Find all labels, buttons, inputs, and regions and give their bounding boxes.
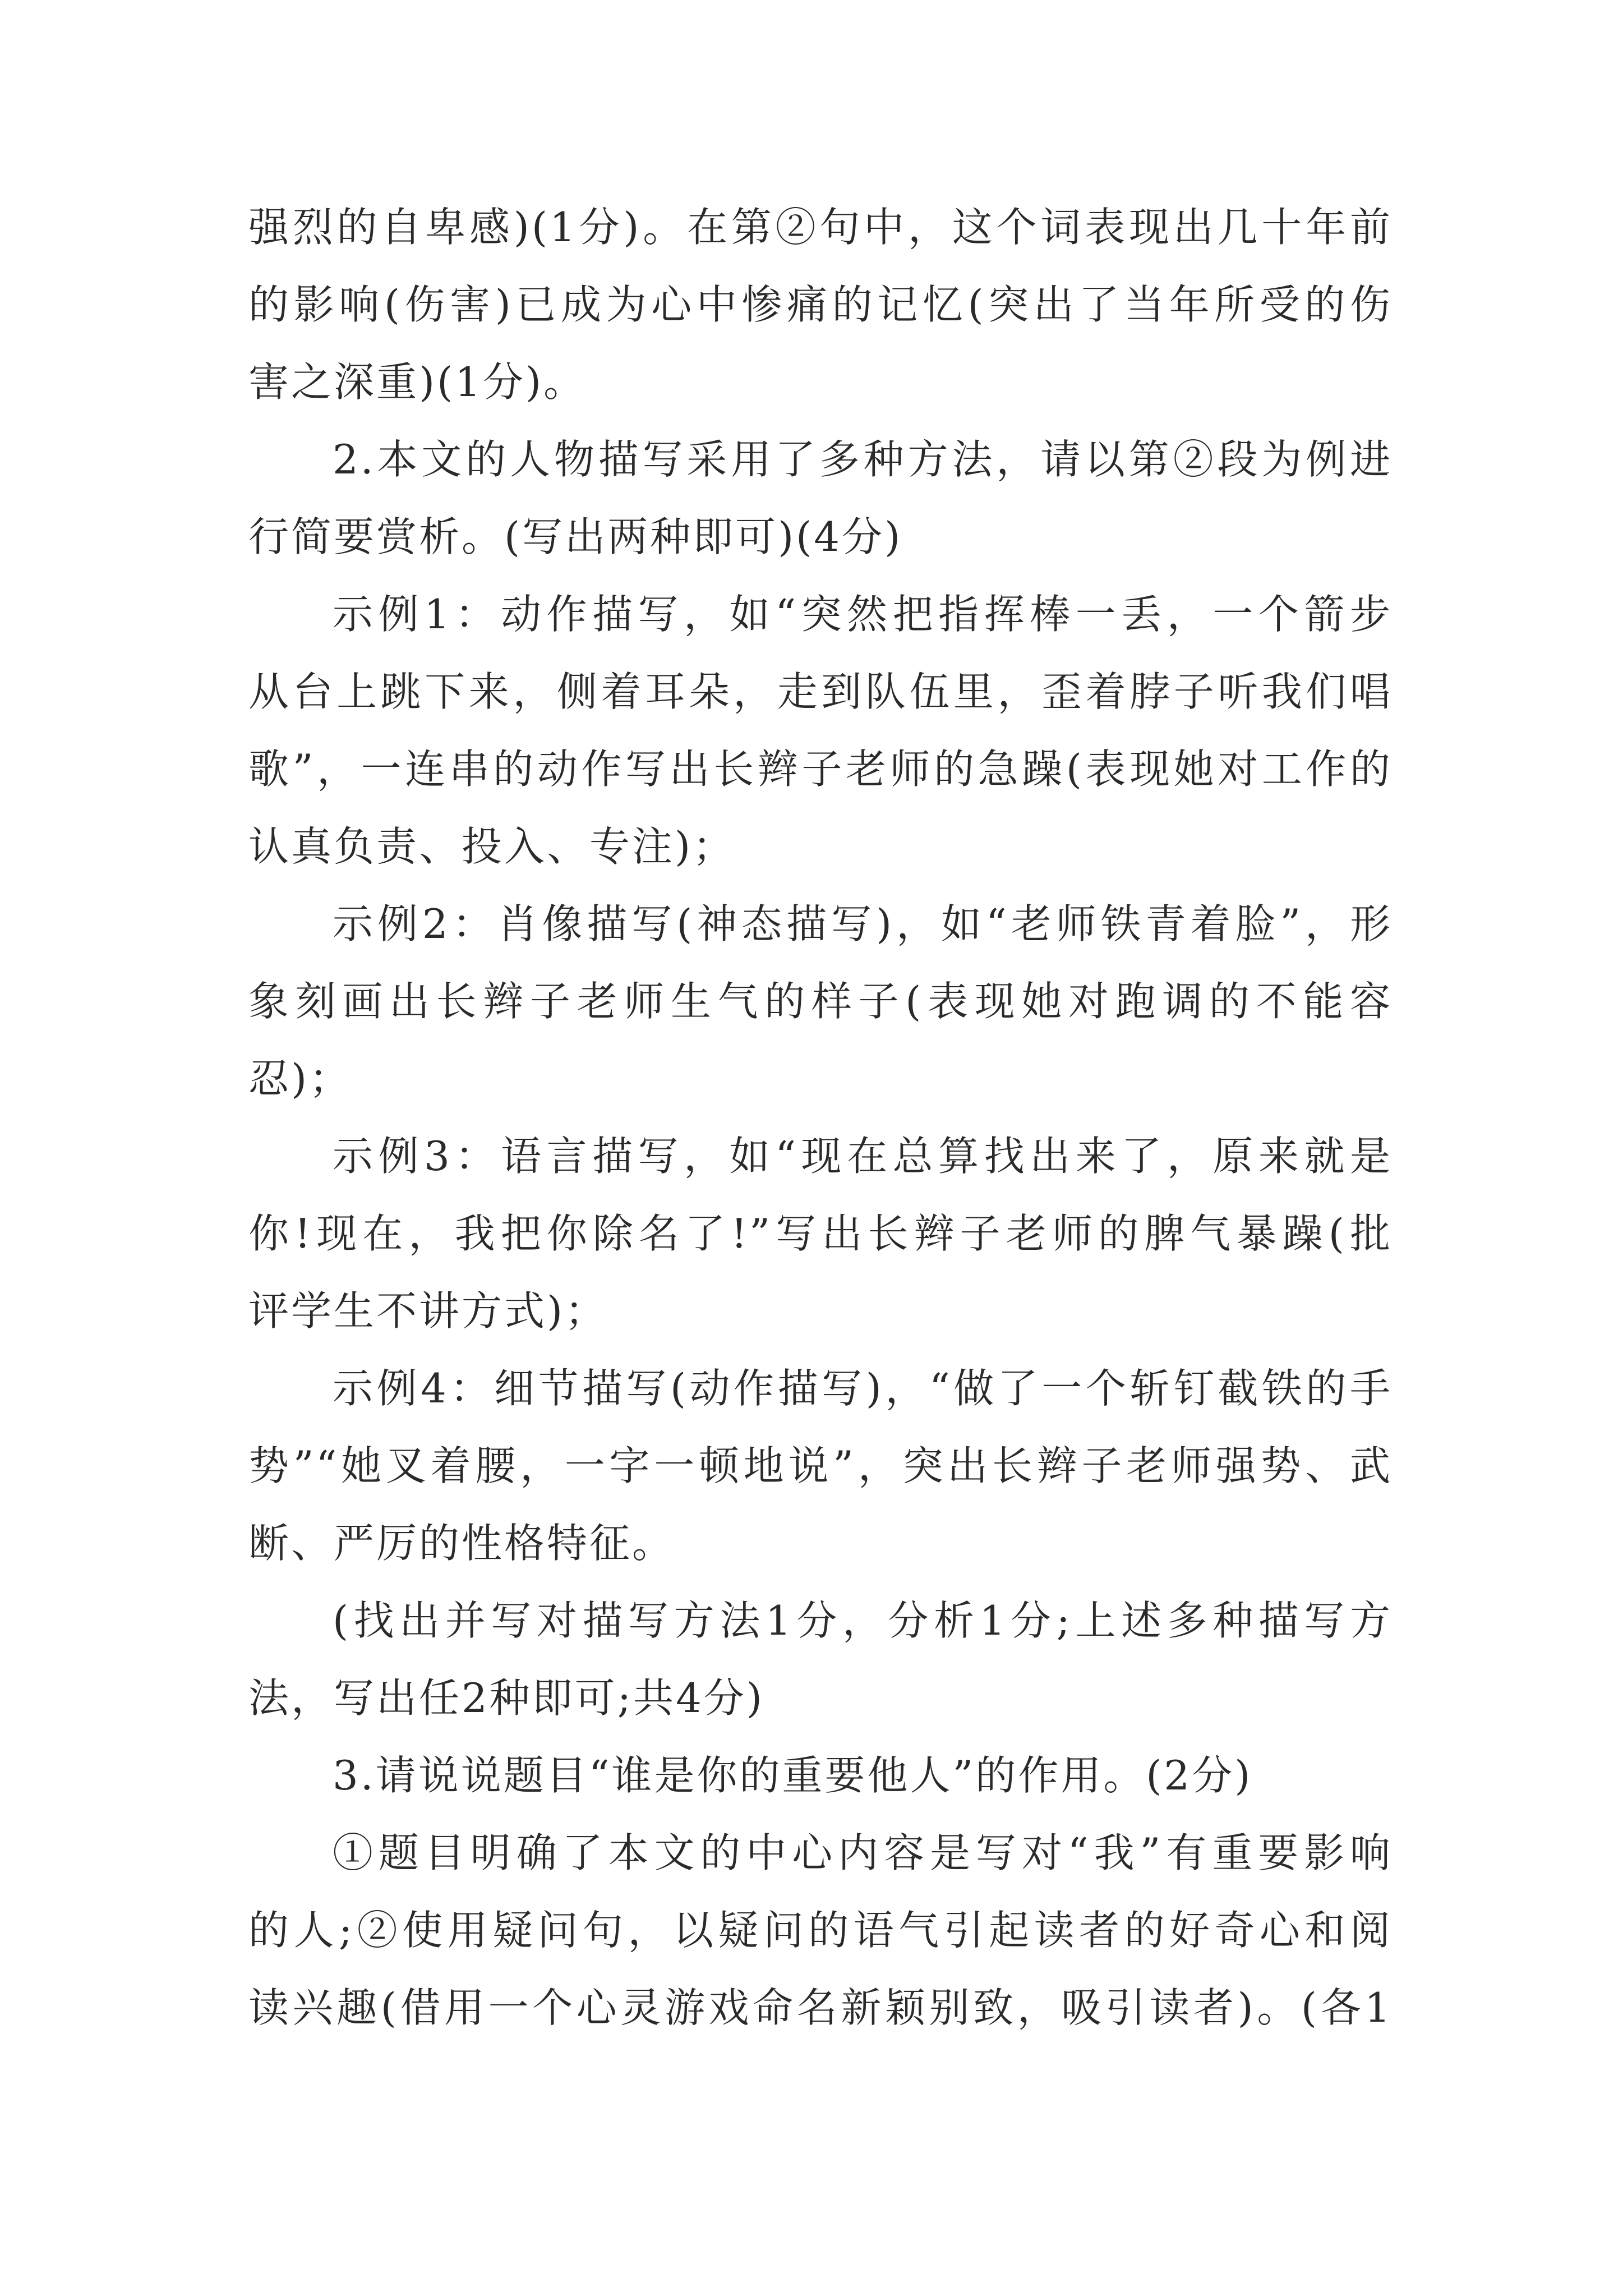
example-4-line: 示例4：细节描写(动作描写)，“做了一个斩钉截铁的手: [333, 1365, 1393, 1412]
text-line: 象刻画出长辫子老师生气的样子(表现她对跑调的不能容: [248, 978, 1393, 1025]
example-3-line: 示例3：语言描写，如“现在总算找出来了，原来就是: [333, 1133, 1393, 1180]
text-line: 读兴趣(借用一个心灵游戏命名新颖别致，吸引读者)。(各1: [248, 1984, 1393, 2031]
text-line: 强烈的自卑感)(1分)。在第②句中，这个词表现出几十年前: [248, 204, 1393, 251]
question-2-line: 2.本文的人物描写采用了多种方法，请以第②段为例进: [333, 436, 1393, 483]
text-line: 势”“她叉着腰，一字一顿地说”，突出长辫子老师强势、武: [248, 1442, 1393, 1489]
text-line: 从台上跳下来，侧着耳朵，走到队伍里，歪着脖子听我们唱: [248, 668, 1393, 715]
text-line: 害之深重)(1分)。: [248, 358, 587, 406]
text-line: 的影响(伤害)已成为心中惨痛的记忆(突出了当年所受的伤: [248, 281, 1393, 328]
answer-3-line: ①题目明确了本文的中心内容是写对“我”有重要影响: [333, 1829, 1393, 1876]
text-line: 法，写出任2种即可;共4分): [248, 1674, 764, 1722]
scoring-note-line: (找出并写对描写方法1分，分析1分;上述多种描写方: [333, 1597, 1393, 1644]
example-1-line: 示例1：动作描写，如“突然把指挥棒一丢，一个箭步: [333, 591, 1393, 638]
text-line: 的人;②使用疑问句，以疑问的语气引起读者的好奇心和阅: [248, 1907, 1393, 1954]
text-line: 行简要赏析。(写出两种即可)(4分): [248, 513, 903, 560]
text-line: 歌”，一连串的动作写出长辫子老师的急躁(表现她对工作的: [248, 746, 1393, 793]
text-line: 你!现在，我把你除名了!”写出长辫子老师的脾气暴躁(批: [248, 1210, 1393, 1257]
question-3-line: 3.请说说题目“谁是你的重要他人”的作用。(2分): [333, 1752, 1253, 1799]
text-line: 评学生不讲方式)；: [248, 1287, 608, 1335]
example-2-line: 示例2：肖像描写(神态描写)，如“老师铁青着脸”，形: [333, 900, 1393, 947]
text-line: 认真负责、投入、专注)；: [248, 823, 736, 870]
text-line: 断、严厉的性格特征。: [248, 1520, 675, 1567]
text-line: 忍)；: [248, 1055, 352, 1102]
